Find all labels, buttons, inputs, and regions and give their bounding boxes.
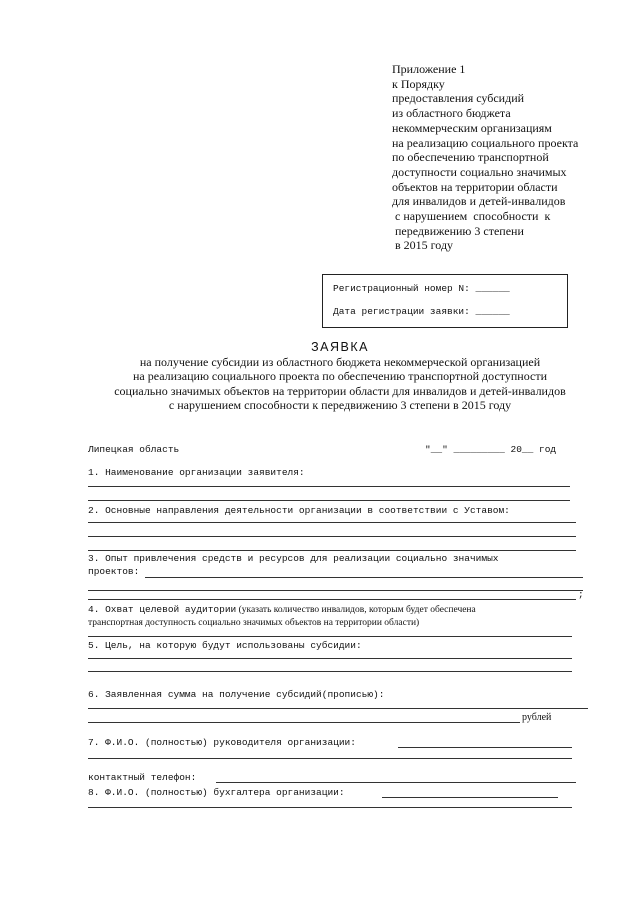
appendix-line: некоммерческим организациям [392, 120, 552, 135]
item-4-label [88, 604, 476, 616]
registration-date-row [333, 306, 510, 317]
appendix-line: для инвалидов и детей-инвалидов [392, 194, 566, 209]
item-8-field-line[interactable] [382, 797, 558, 798]
item-4-label-note-cont: транспортная доступность социально значимых объектов на территории области) [88, 618, 420, 628]
item-4-label-note: (указать количество инвалидов, которым будет обеспечена [236, 605, 476, 615]
title-block [60, 340, 620, 412]
item-2-field-line[interactable] [88, 550, 576, 551]
item-8-field-line[interactable] [88, 807, 572, 808]
registration-number-row [333, 283, 510, 294]
item-7-field-line[interactable] [398, 747, 572, 748]
appendix-line: объектов на территории области [392, 179, 558, 194]
appendix-line: доступности социально значимых [392, 164, 567, 179]
item-5-field-line[interactable] [88, 658, 572, 659]
registration-number-blank[interactable]: ______ [475, 283, 510, 294]
phone-field-line[interactable] [216, 782, 576, 783]
item-1-field-line[interactable] [88, 500, 570, 501]
appendix-block [392, 62, 578, 253]
item-5-field-line[interactable] [88, 671, 572, 672]
item-6-field-line[interactable] [88, 722, 520, 723]
item-2-field-line[interactable] [88, 522, 576, 523]
appendix-line: к Порядку [392, 76, 445, 91]
appendix-line: из областного бюджета [392, 106, 511, 121]
item-6-field-line[interactable] [88, 708, 588, 709]
item-4-label-number: 4. Охват целевой аудитории [88, 604, 237, 615]
title-line: с нарушением способности к передвижению 3 степени в 2015 году [168, 397, 512, 412]
item-1-field-line[interactable] [88, 486, 570, 487]
date-field[interactable]: "__" _________ 20__ год [425, 444, 557, 455]
item-7-field-line[interactable] [88, 758, 572, 759]
registration-date-blank[interactable]: ______ [475, 306, 510, 317]
appendix-line: в 2015 году [392, 238, 454, 253]
title-line: социально значимых объектов на территории области для инвалидов и детей-инвалидов [114, 383, 566, 398]
registration-box [322, 274, 568, 328]
item-6-rubles: рублей [522, 712, 552, 723]
item-1-label: 1. Наименование организации заявителя: [88, 467, 305, 478]
registration-number-label: Регистрационный номер N: [333, 283, 470, 294]
item-3-field-line[interactable] [88, 599, 576, 600]
title-line: на реализацию социального проекта по обеспечению транспортной доступности [132, 369, 548, 384]
appendix-line: передвижению 3 степени [392, 223, 524, 238]
appendix-line: Приложение 1 [392, 62, 466, 76]
title-line: на получение субсидии из областного бюджета некоммерческой организацией [139, 355, 541, 370]
item-3-label-cont: проектов: [88, 566, 140, 577]
item-3-field-line[interactable] [145, 577, 583, 578]
item-3-semicolon: ; [578, 589, 584, 600]
item-7-label: 7. Ф.И.О. (полностью) руководителя организации: [88, 737, 356, 748]
item-2-label: 2. Основные направления деятельности организации в соответствии с Уставом: [88, 505, 510, 516]
appendix-line: с нарушением способности к [392, 209, 551, 224]
registration-date-label: Дата регистрации заявки: [333, 306, 470, 317]
page-title: ЗАЯВКА [311, 340, 369, 354]
item-3-field-line[interactable] [88, 590, 583, 591]
appendix-line: предоставления субсидий [392, 91, 525, 106]
phone-label: контактный телефон: [88, 772, 197, 783]
item-6-label: 6. Заявленная сумма на получение субсидий(прописью): [88, 689, 385, 700]
region-label: Липецкая область [88, 444, 180, 455]
item-2-field-line[interactable] [88, 536, 576, 537]
appendix-line: на реализацию социального проекта [392, 135, 579, 150]
item-5-label: 5. Цель, на которую будут использованы субсидии: [88, 640, 362, 651]
item-4-field-line[interactable] [88, 636, 572, 637]
item-8-label: 8. Ф.И.О. (полностью) бухгалтера организации: [88, 787, 345, 798]
appendix-line: по обеспечению транспортной [392, 150, 549, 165]
item-3-label: 3. Опыт привлечения средств и ресурсов для реализации социально значимых [88, 553, 499, 564]
